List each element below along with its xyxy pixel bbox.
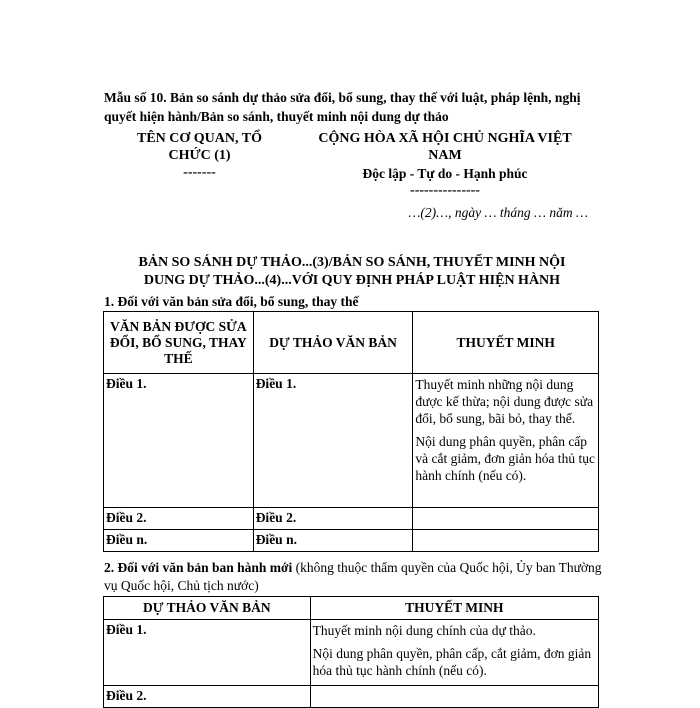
cell-draft-article: Điều 2. <box>253 508 413 530</box>
header-explanation: THUYẾT MINH <box>310 597 598 620</box>
nation-line1: CỘNG HÒA XÃ HỘI CHỦ NGHĨA VIỆT <box>318 131 572 146</box>
agency-name-line2: CHỨC (1) <box>168 148 231 163</box>
section1-table <box>103 311 599 552</box>
motto: Độc lập - Tự do - Hạnh phúc <box>362 166 528 181</box>
explanation-text: Thuyết minh nội dung chính của dự thảo. <box>312 623 536 638</box>
header-explanation: THUYẾT MINH <box>413 312 599 374</box>
table-row <box>104 530 599 552</box>
cell-explanation <box>310 620 598 686</box>
cell-explanation <box>413 530 599 552</box>
header-draft-document: DỰ THẢO VĂN BẢN <box>253 312 413 374</box>
section2-table <box>103 596 599 708</box>
agency-name-line1: TÊN CƠ QUAN, TỔ <box>137 131 262 146</box>
section2-title <box>104 559 604 595</box>
date-line: …(2)…, ngày … tháng … năm … <box>408 205 588 220</box>
cell-explanation <box>413 374 599 508</box>
section2-title-rest: (không thuộc thẩm quyền của Quốc hội, Ủy ban Thường vụ Quốc hội, Chủ tịch nước) <box>104 560 602 593</box>
explanation-text: Nội dung phân quyền, phân cấp, cắt giảm, đơn giản hóa thủ tục hành chính (nếu có). <box>312 646 592 678</box>
main-title-line2: DUNG DỰ THẢO...(4)...VỚI QUY ĐỊNH PHÁP LUẬT HIỆN HÀNH <box>143 273 561 288</box>
main-title <box>104 254 600 290</box>
agency-header <box>112 130 287 181</box>
form-title: Mẫu số 10. Bản so sánh dự thảo sửa đổi, bổ sung, thay thế với luật, pháp lệnh, nghị quyết hiện hành/Bản so sánh, thuyết minh nội dung dự thảo <box>104 90 581 124</box>
section1-title-text: 1. Đối với văn bản sửa đổi, bổ sung, thay thế <box>104 294 359 309</box>
section1-title <box>104 293 604 311</box>
table-row <box>104 620 599 686</box>
explanation-text: Thuyết minh những nội dung được kế thừa; nội dung được sửa đổi, bổ sung, bãi bỏ, thay thế. <box>415 377 594 426</box>
cell-draft-article: Điều n. <box>253 530 413 552</box>
motto-dash: --------------- <box>410 183 480 198</box>
main-title-line1: BẢN SO SÁNH DỰ THẢO...(3)/BẢN SO SÁNH, THUYẾT MINH NỘI <box>138 255 566 270</box>
cell-draft-article: Điều 1. <box>104 620 311 686</box>
table-row <box>104 686 599 708</box>
table-row <box>104 508 599 530</box>
nation-header <box>295 130 595 199</box>
cell-draft-article: Điều 1. <box>253 374 413 508</box>
header-draft-document: DỰ THẢO VĂN BẢN <box>104 597 311 620</box>
table-row <box>104 374 599 508</box>
header-amended-document: VĂN BẢN ĐƯỢC SỬA ĐỔI, BỔ SUNG, THAY THẾ <box>104 312 254 374</box>
nation-line2: NAM <box>428 148 462 163</box>
explanation-text: Nội dung phân quyền, phân cấp và cắt giảm, đơn giản hóa thủ tục hành chính (nếu có). <box>415 434 595 483</box>
agency-dash: ------- <box>183 165 216 180</box>
cell-article: Điều 2. <box>104 508 254 530</box>
cell-explanation <box>310 686 598 708</box>
cell-article: Điều n. <box>104 530 254 552</box>
section2-title-bold: 2. Đối với văn bản ban hành mới <box>104 560 293 575</box>
table-header-row <box>104 312 599 374</box>
cell-article: Điều 1. <box>104 374 254 508</box>
cell-draft-article: Điều 2. <box>104 686 311 708</box>
cell-explanation <box>413 508 599 530</box>
table-header-row <box>104 597 599 620</box>
